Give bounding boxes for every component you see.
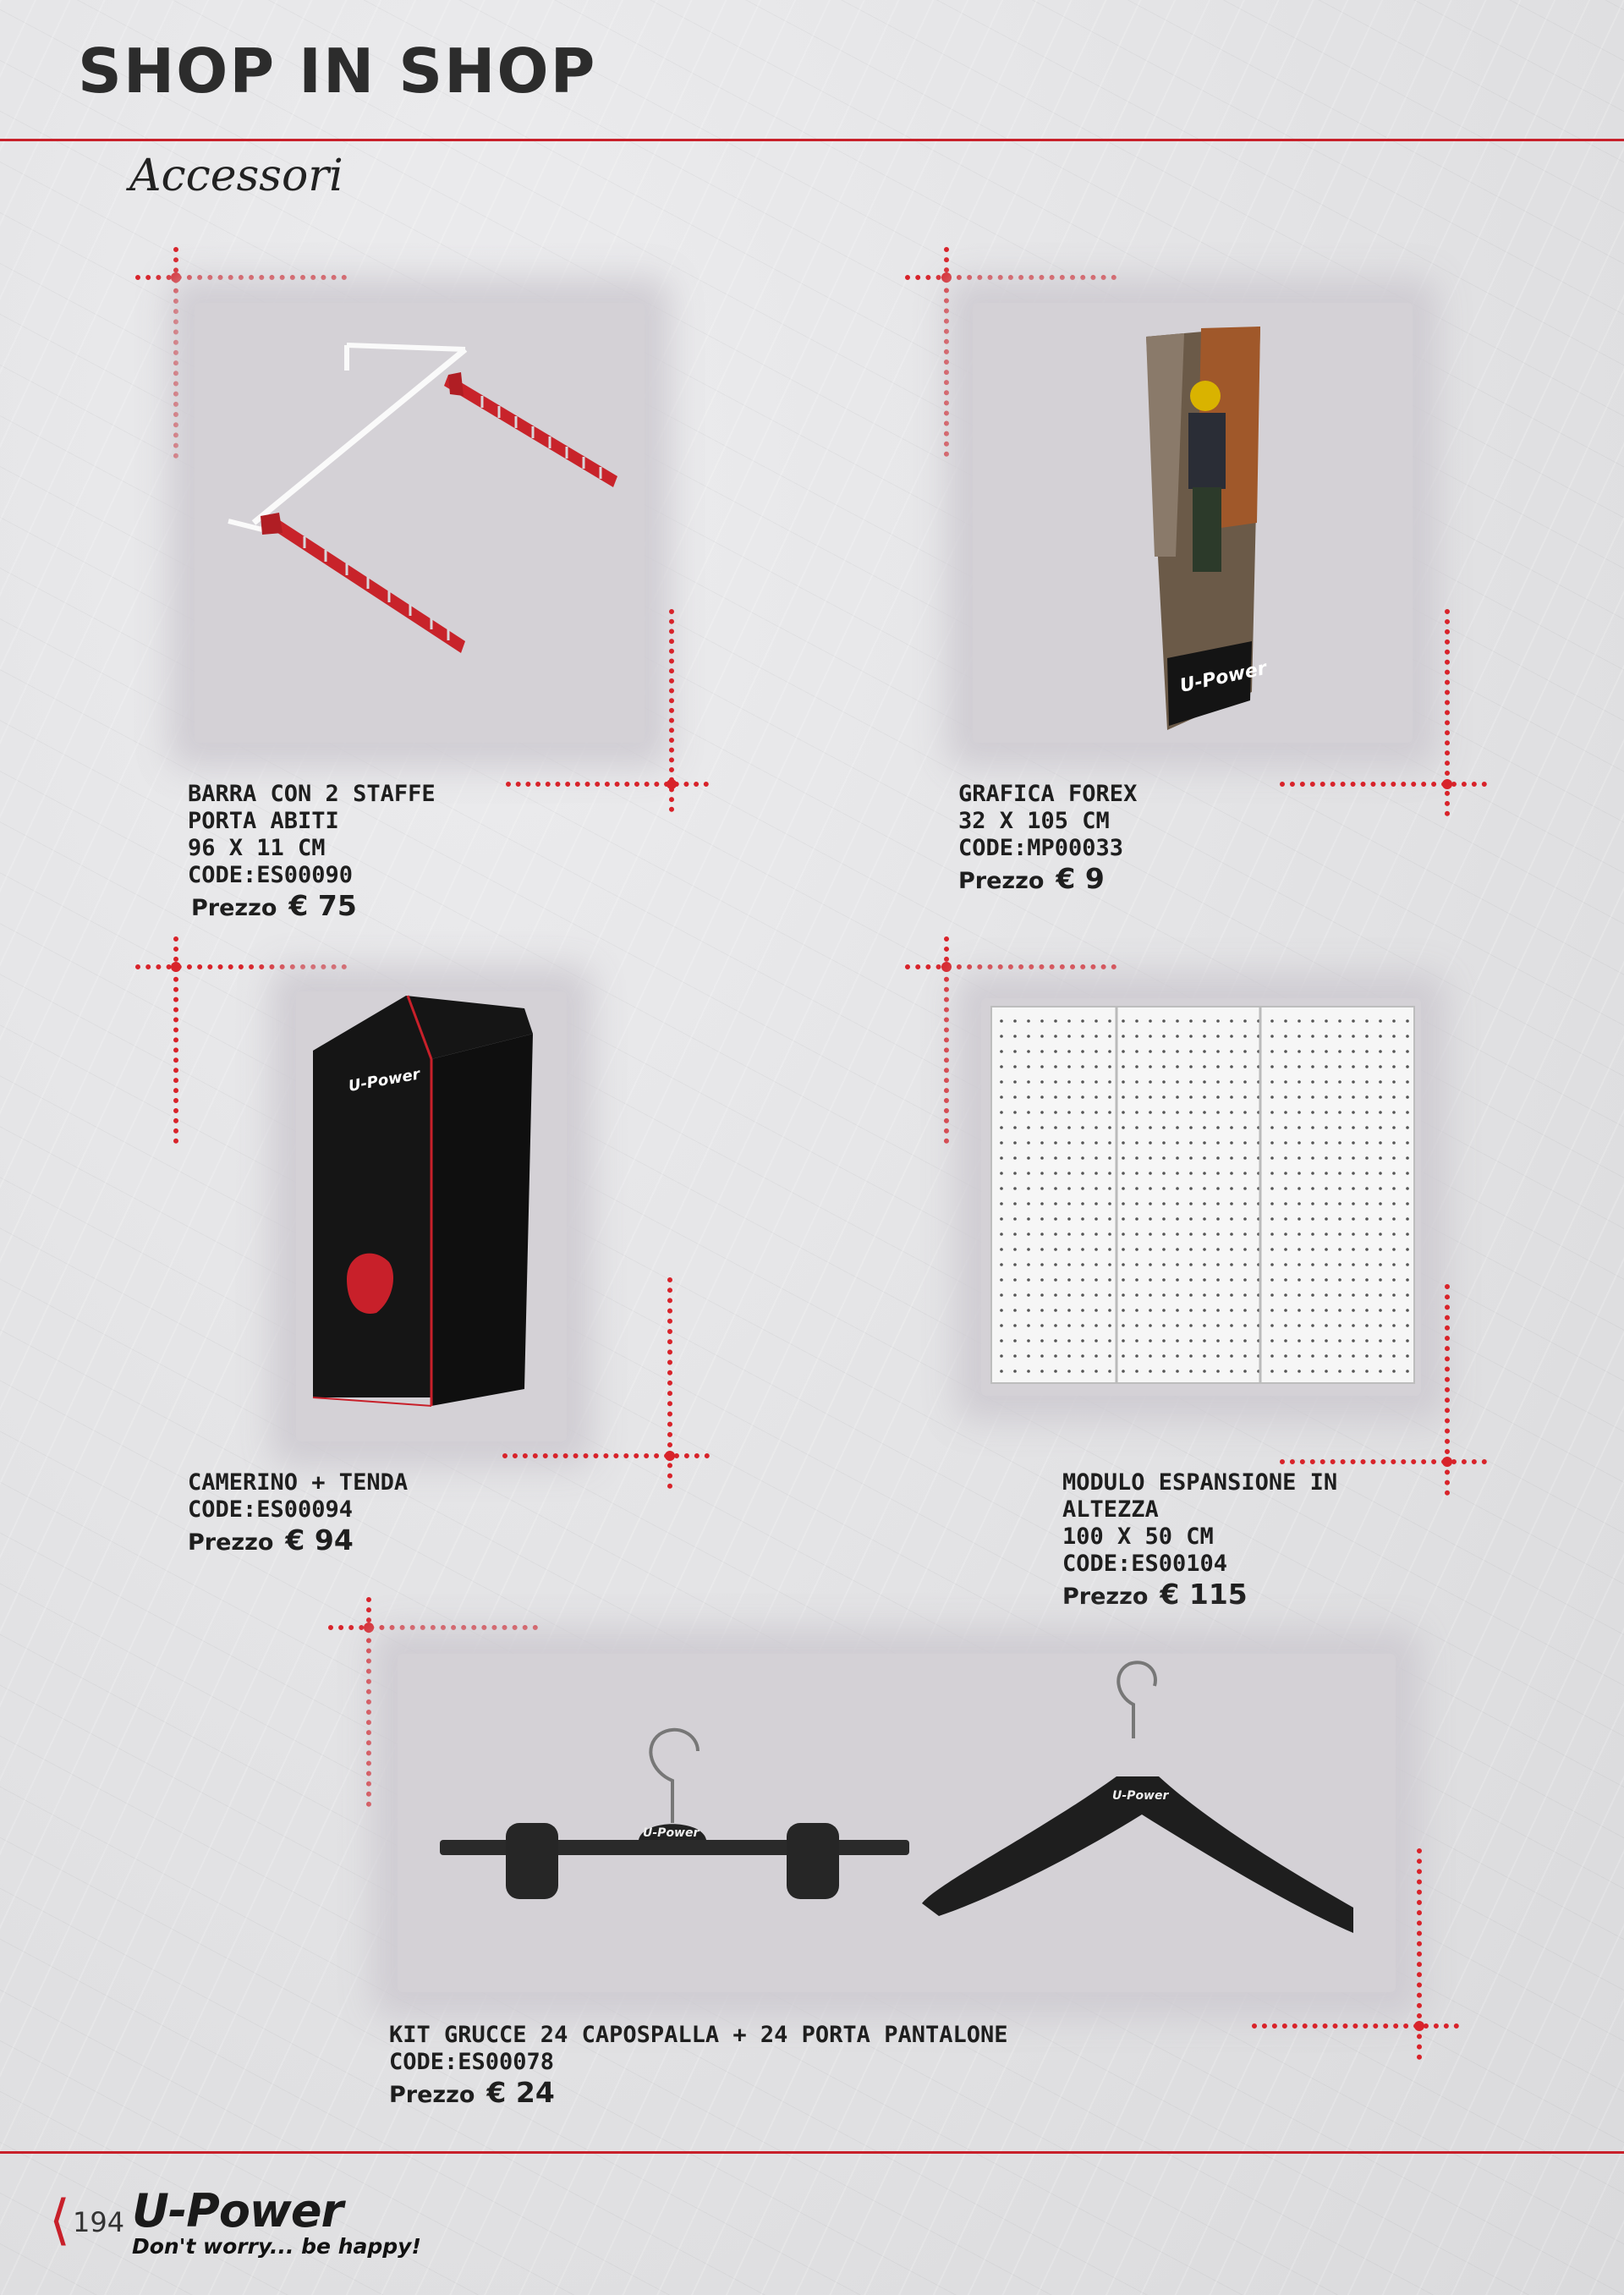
footer-divider [0, 2151, 1624, 2154]
caption-line: PORTA ABITI [188, 808, 339, 834]
product-caption-hangers [389, 2022, 1008, 2109]
product-caption-camerino [188, 1469, 408, 1557]
svg-text:U-Power: U-Power [1177, 657, 1269, 697]
corner-mark-h [135, 275, 347, 280]
corner-mark-dot [667, 779, 677, 789]
caption-line: MODULO ESPANSIONE IN [1062, 1469, 1338, 1496]
corner-mark-h [905, 275, 1116, 280]
price-label: Prezzo [188, 1529, 274, 1556]
price-value: € 115 [1160, 1578, 1248, 1611]
caption-line: KIT GRUCCE 24 CAPOSPALLA + 24 PORTA PANTALONE [389, 2022, 1008, 2048]
corner-mark-h [1280, 1459, 1487, 1464]
price-label: Prezzo [1062, 1584, 1149, 1610]
brand-logo [132, 2184, 421, 2259]
clothes-rail-bar-icon [195, 303, 645, 743]
corner-mark-dot [171, 272, 181, 283]
product-image-bar [195, 303, 645, 743]
svg-text:U-Power: U-Power [1112, 1789, 1169, 1803]
corner-mark-h [502, 1453, 710, 1458]
product-code: CODE:ES00078 [389, 2049, 555, 2075]
price-label: Prezzo [958, 868, 1045, 894]
corner-mark-h [328, 1625, 538, 1630]
product-image-hangers [398, 1654, 1396, 1992]
product-code: CODE:ES00094 [188, 1496, 354, 1523]
product-caption-forex [958, 781, 1137, 895]
corner-mark-dot [941, 962, 952, 972]
price-value: € 9 [1056, 862, 1105, 895]
corner-mark-dot [665, 1451, 675, 1461]
product-image-pegboard [981, 998, 1421, 1396]
product-caption-pegboard [1062, 1469, 1337, 1611]
caption-line: GRAFICA FOREX [958, 781, 1138, 807]
corner-mark-h [905, 964, 1116, 969]
page-title: SHOP IN SHOP [78, 36, 597, 107]
banner-icon [973, 303, 1413, 743]
svg-text:U-Power: U-Power [347, 1065, 422, 1095]
corner-mark-dot [1414, 2021, 1424, 2031]
logo-tagline: Don't worry... be happy! [132, 2234, 421, 2259]
product-code: CODE:ES00090 [188, 862, 354, 888]
product-caption-bar [188, 781, 436, 922]
product-image-camerino [296, 991, 567, 1441]
corner-mark-dot [364, 1622, 374, 1633]
product-code: CODE:ES00104 [1062, 1551, 1228, 1577]
product-code: CODE:MP00033 [958, 835, 1124, 861]
logo-wordmark: U-Power [132, 2184, 343, 2237]
caption-line: BARRA CON 2 STAFFE [188, 781, 436, 807]
corner-mark-dot [941, 272, 952, 283]
corner-mark-dot [171, 962, 181, 972]
corner-mark-dot [1442, 1457, 1452, 1467]
corner-mark-h [1280, 782, 1487, 787]
section-title: Accessori [129, 151, 343, 201]
hangers-icon [398, 1654, 1396, 1992]
page-number: 194 [73, 2206, 125, 2238]
corner-mark-h [506, 782, 709, 787]
price-value: € 24 [486, 2076, 555, 2109]
price-value: € 75 [288, 889, 357, 922]
corner-mark-h [1252, 2023, 1459, 2029]
chevron-left-icon: ⟨ [49, 2189, 70, 2252]
caption-line: CAMERINO + TENDA [188, 1469, 409, 1496]
price-label: Prezzo [389, 2082, 475, 2108]
price-value: € 94 [285, 1524, 354, 1557]
fitting-room-icon [296, 991, 567, 1441]
pegboard-icon [981, 998, 1421, 1396]
product-image-forex [973, 303, 1413, 743]
header-divider [0, 139, 1624, 141]
caption-line: 96 X 11 CM [188, 835, 326, 861]
corner-mark-h [135, 964, 347, 969]
price-label: Prezzo [191, 895, 277, 921]
caption-line: 32 X 105 CM [958, 808, 1110, 834]
corner-mark-dot [1442, 779, 1452, 789]
caption-line: ALTEZZA [1062, 1496, 1159, 1523]
svg-text:U-Power: U-Power [643, 1826, 700, 1840]
caption-line: 100 X 50 CM [1062, 1524, 1214, 1550]
